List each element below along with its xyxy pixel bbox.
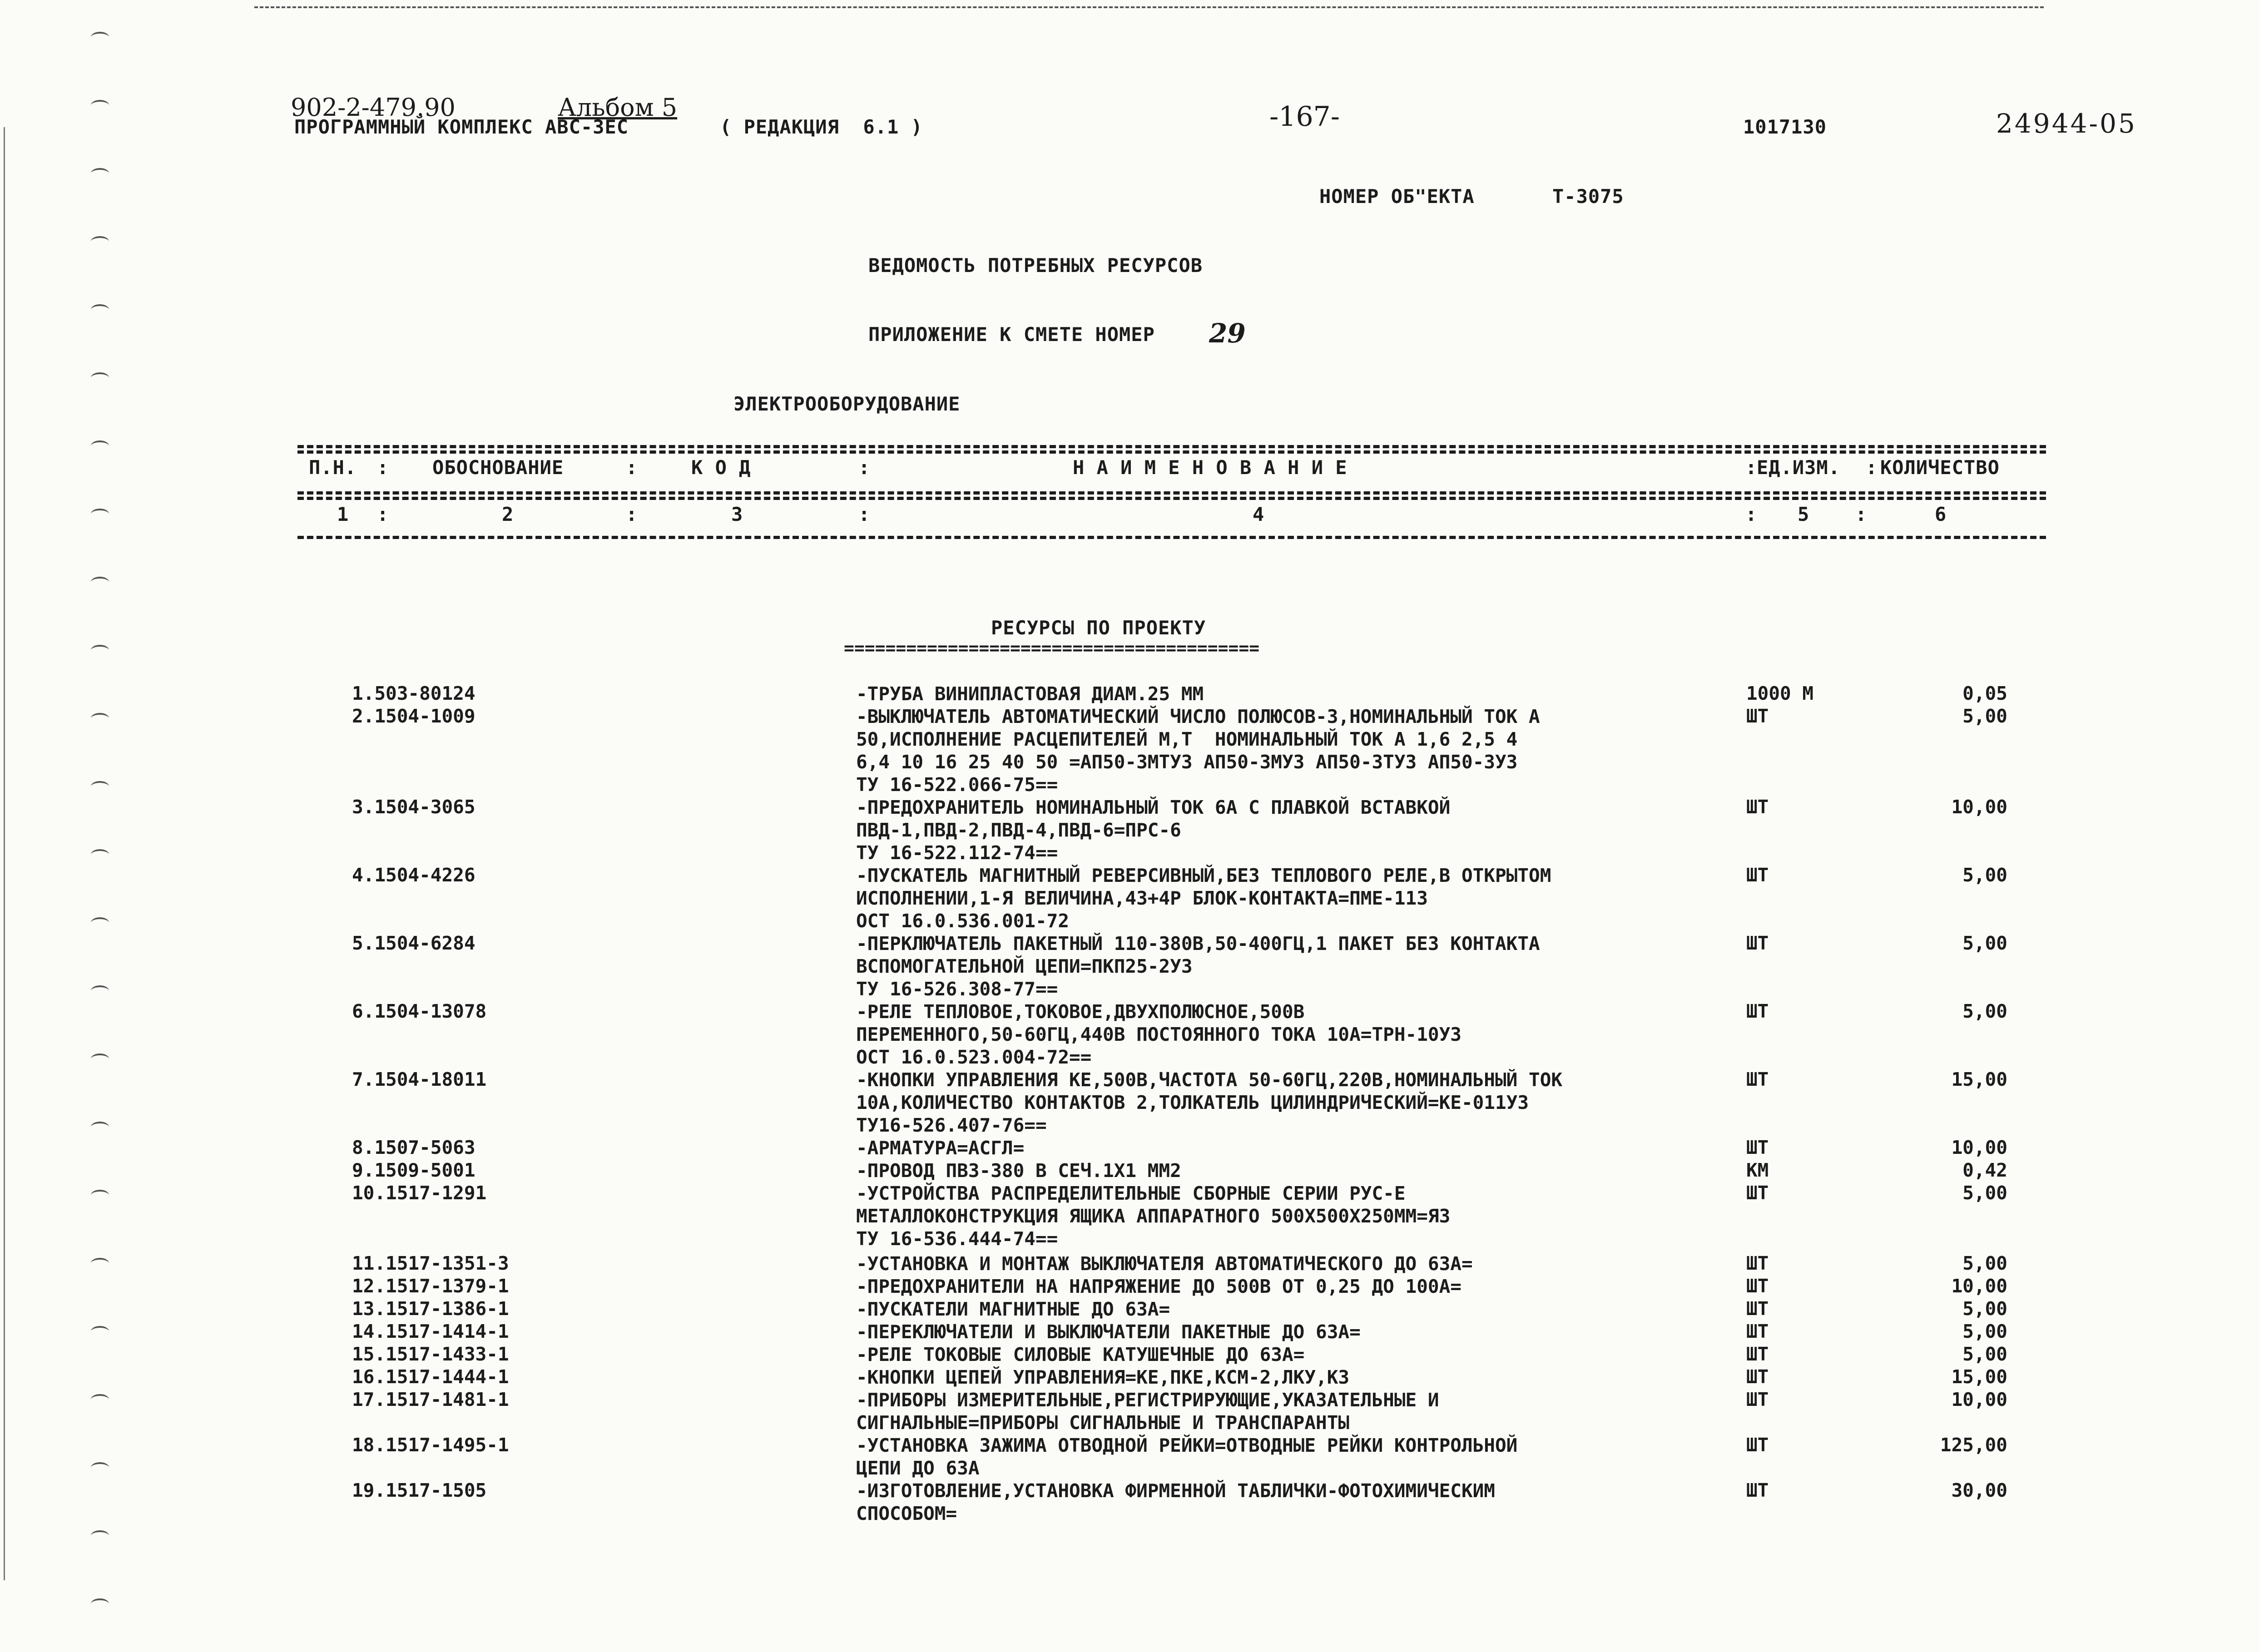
item-quantity: 10,00 xyxy=(1951,1275,2007,1297)
binding-tick xyxy=(91,100,109,111)
item-unit: ШТ xyxy=(1746,1000,1769,1022)
item-name: -ТРУБА ВИНИПЛАСТОВАЯ ДИАМ.25 ММ xyxy=(856,683,1204,705)
table-rule-mid xyxy=(297,491,2046,495)
col-number-5: 5 xyxy=(1798,503,1810,525)
item-unit: ШТ xyxy=(1746,1434,1769,1456)
appendix-number: 29 xyxy=(1209,318,1246,349)
item-name: -КНОПКИ УПРАВЛЕНИЯ КЕ,500В,ЧАСТОТА 50-60ГЦ,220В,НОМИНАЛЬНЫЙ ТОК 10А,КОЛИЧЕСТВО КОНТАКТОВ 2,ТОЛКАТЕЛЬ ЦИЛИНДРИЧЕСКИЙ=КЕ-011У3 ТУ16-526.407-76== xyxy=(856,1069,1563,1136)
program-label: ПРОГРАММНЫЙ КОМПЛЕКС АВС-3ЕС xyxy=(294,116,629,138)
album-label: Альбом 5 xyxy=(558,93,678,122)
item-number: 6.1504-13078 xyxy=(352,1000,487,1022)
item-unit: ШТ xyxy=(1746,1252,1769,1274)
appendix-label: ПРИЛОЖЕНИЕ К СМЕТЕ НОМЕР xyxy=(868,323,1155,346)
item-name: -РЕЛЕ ТЕПЛОВОЕ,ТОКОВОЕ,ДВУХПОЛЮСНОЕ,500В ПЕРЕМЕННОГО,50-60ГЦ,440В ПОСТОЯННОГО ТОКА 10А=ТРН-10У3 ОСТ 16.0.523.004-72== xyxy=(856,1001,1461,1068)
binding-tick xyxy=(91,236,109,247)
edition-label: ( РЕДАКЦИЯ 6.1 ) xyxy=(720,116,923,138)
item-unit: 1000 М xyxy=(1746,683,1814,704)
item-unit: ШТ xyxy=(1746,1389,1769,1410)
table-rule-top xyxy=(297,445,2046,448)
col-sep: : xyxy=(626,503,638,525)
item-quantity: 10,00 xyxy=(1951,1137,2007,1158)
item-number: 11.1517-1351-3 xyxy=(352,1252,509,1274)
col-sep: : xyxy=(1855,503,1868,525)
col-header-qty: КОЛИЧЕСТВО xyxy=(1880,456,2000,479)
item-name: -ВЫКЛЮЧАТЕЛЬ АВТОМАТИЧЕСКИЙ ЧИСЛО ПОЛЮСОВ-3,НОМИНАЛЬНЫЙ ТОК А 50,ИСПОЛНЕНИЕ РАСЦЕПИТЕЛЕЙ М,Т НОМИНАЛЬНЫЙ ТОК А 1,6 2,5 4 6,4 10 16 25 40 50 =АП50-3МТУ3 АП50-3МУ3 АП50-3ТУ3 АП50-3У3 ТУ 16-522.066-75== xyxy=(856,706,1540,796)
binding-tick xyxy=(91,1598,109,1609)
col-header-code: К О Д xyxy=(691,456,751,479)
item-quantity: 15,00 xyxy=(1951,1068,2007,1090)
item-unit: ШТ xyxy=(1746,705,1769,727)
item-unit: ШТ xyxy=(1746,1479,1769,1501)
item-quantity: 5,00 xyxy=(1962,864,2007,886)
col-sep: : xyxy=(377,503,389,525)
binding-tick xyxy=(91,168,109,179)
item-quantity: 30,00 xyxy=(1951,1479,2007,1501)
item-number: 14.1517-1414-1 xyxy=(352,1321,509,1342)
col-sep: : xyxy=(1745,503,1758,525)
binding-tick xyxy=(91,32,109,43)
item-unit: ШТ xyxy=(1746,1137,1769,1158)
item-name: -УСТРОЙСТВА РАСПРЕДЕЛИТЕЛЬНЫЕ СБОРНЫЕ СЕРИИ РУС-Е МЕТАЛЛОКОНСТРУКЦИЯ ЯЩИКА АППАРАТНОГО 500Х500Х250ММ=Я3 ТУ 16-536.444-74== xyxy=(856,1182,1451,1250)
item-name: -УСТАНОВКА ЗАЖИМА ОТВОДНОЙ РЕЙКИ=ОТВОДНЫЕ РЕЙКИ КОНТРОЛЬНОЙ ЦЕПИ ДО 63А xyxy=(856,1434,1518,1479)
item-number: 15.1517-1433-1 xyxy=(352,1343,509,1365)
item-quantity: 0,42 xyxy=(1962,1159,2007,1181)
binding-tick xyxy=(91,1530,109,1541)
scan-top-rule xyxy=(254,6,2044,8)
binding-tick xyxy=(91,1190,109,1201)
item-name: -РЕЛЕ ТОКОВЫЕ СИЛОВЫЕ КАТУШЕЧНЫЕ ДО 63А= xyxy=(856,1344,1305,1365)
item-quantity: 5,00 xyxy=(1962,1343,2007,1365)
binding-edge-line xyxy=(4,127,5,1580)
col-number-3: 3 xyxy=(731,503,743,525)
item-name: -ПЕРКЛЮЧАТЕЛЬ ПАКЕТНЫЙ 110-380В,50-400ГЦ,1 ПАКЕТ БЕЗ КОНТАКТА ВСПОМОГАТЕЛЬНОЙ ЦЕПИ=ПКП25-2У3 ТУ 16-526.308-77== xyxy=(856,933,1540,1000)
item-name: -ПРОВОД ПВЗ-380 В СЕЧ.1Х1 ММ2 xyxy=(856,1160,1181,1182)
item-unit: ШТ xyxy=(1746,1321,1769,1342)
binding-tick xyxy=(91,372,109,383)
doc-code: 1017130 xyxy=(1743,116,1827,138)
binding-tick xyxy=(91,781,109,792)
table-rule-mid-2 xyxy=(297,497,2046,500)
group-underline: ======================================== xyxy=(844,638,1260,658)
item-number: 12.1517-1379-1 xyxy=(352,1275,509,1297)
col-sep: : xyxy=(1745,456,1758,479)
item-unit: КМ xyxy=(1746,1159,1769,1181)
item-unit: ШТ xyxy=(1746,1182,1769,1204)
item-number: 2.1504-1009 xyxy=(352,705,476,727)
item-number: 19.1517-1505 xyxy=(352,1479,487,1501)
object-number: Т-3075 xyxy=(1552,185,1624,208)
binding-tick xyxy=(91,713,109,724)
item-name: -ПРЕДОХРАНИТЕЛЬ НОМИНАЛЬНЫЙ ТОК 6А С ПЛАВКОЙ ВСТАВКОЙ ПВД-1,ПВД-2,ПВД-4,ПВД-6=ПРС-6 ТУ 16-522.112-74== xyxy=(856,796,1451,864)
item-quantity: 15,00 xyxy=(1951,1366,2007,1388)
item-number: 4.1504-4226 xyxy=(352,864,476,886)
col-number-1: 1 xyxy=(337,503,349,525)
binding-tick xyxy=(91,1122,109,1133)
item-quantity: 10,00 xyxy=(1951,796,2007,818)
item-number: 5.1504-6284 xyxy=(352,932,476,954)
item-unit: ШТ xyxy=(1746,864,1769,886)
item-number: 7.1504-18011 xyxy=(352,1068,487,1090)
item-quantity: 10,00 xyxy=(1951,1389,2007,1410)
col-header-name: Н А И М Е Н О В А Н И Е xyxy=(1073,456,1347,479)
item-quantity: 5,00 xyxy=(1962,1000,2007,1022)
binding-tick xyxy=(91,849,109,860)
col-number-6: 6 xyxy=(1935,503,1947,525)
item-quantity: 5,00 xyxy=(1962,932,2007,954)
binding-tick xyxy=(91,1462,109,1473)
item-number: 16.1517-1444-1 xyxy=(352,1366,509,1388)
item-number: 3.1504-3065 xyxy=(352,796,476,818)
binding-tick xyxy=(91,917,109,928)
object-label: НОМЕР ОБ"ЕКТА xyxy=(1319,185,1475,208)
item-quantity: 5,00 xyxy=(1962,1182,2007,1204)
col-header-basis: ОБОСНОВАНИЕ xyxy=(432,456,564,479)
col-sep: : xyxy=(858,456,871,479)
item-quantity: 5,00 xyxy=(1962,1298,2007,1320)
item-number: 18.1517-1495-1 xyxy=(352,1434,509,1456)
binding-tick xyxy=(91,440,109,451)
binding-tick xyxy=(91,509,109,519)
item-unit: ШТ xyxy=(1746,1298,1769,1320)
item-quantity: 5,00 xyxy=(1962,1321,2007,1342)
sheet-id: 24944-05 xyxy=(1996,108,2137,139)
item-number: 8.1507-5063 xyxy=(352,1137,476,1158)
item-quantity: 125,00 xyxy=(1940,1434,2007,1456)
group-title: РЕСУРСЫ ПО ПРОЕКТУ xyxy=(991,617,1206,639)
item-quantity: 0,05 xyxy=(1962,683,2007,704)
binding-tick xyxy=(91,577,109,588)
col-header-unit: ЕД.ИЗМ. xyxy=(1757,456,1841,479)
item-name: -ПУСКАТЕЛЬ МАГНИТНЫЙ РЕВЕРСИВНЫЙ,БЕЗ ТЕПЛОВОГО РЕЛЕ,В ОТКРЫТОМ ИСПОЛНЕНИИ,1-Я ВЕЛИЧИНА,4З+4Р БЛОК-КОНТАКТА=ПМЕ-113 ОСТ 16.0.536.001-72 xyxy=(856,865,1551,932)
item-name: -ИЗГОТОВЛЕНИЕ,УСТАНОВКА ФИРМЕННОЙ ТАБЛИЧКИ-ФОТОХИМИЧЕСКИМ СПОСОБОМ= xyxy=(856,1480,1495,1524)
col-header-pn: П.Н. xyxy=(309,456,357,479)
item-unit: ШТ xyxy=(1746,1275,1769,1297)
item-quantity: 5,00 xyxy=(1962,705,2007,727)
binding-tick xyxy=(91,1394,109,1405)
binding-tick xyxy=(91,304,109,315)
doc-number: 902-2-479.90 xyxy=(291,93,456,122)
item-number: 17.1517-1481-1 xyxy=(352,1389,509,1410)
item-number: 13.1517-1386-1 xyxy=(352,1298,509,1320)
item-name: -АРМАТУРА=АСГЛ= xyxy=(856,1137,1025,1159)
binding-tick xyxy=(91,645,109,656)
item-unit: ШТ xyxy=(1746,1343,1769,1365)
table-rule-bottom xyxy=(297,536,2046,539)
binding-tick xyxy=(91,1054,109,1064)
item-name: -ПРИБОРЫ ИЗМЕРИТЕЛЬНЫЕ,РЕГИСТРИРУЮЩИЕ,УКАЗАТЕЛЬНЫЕ И СИГНАЛЬНЫЕ=ПРИБОРЫ СИГНАЛЬНЫЕ И ТРАНСПАРАНТЫ xyxy=(856,1389,1439,1434)
col-number-2: 2 xyxy=(502,503,514,525)
item-number: 9.1509-5001 xyxy=(352,1159,476,1181)
binding-tick xyxy=(91,985,109,996)
item-name: -ПУСКАТЕЛИ МАГНИТНЫЕ ДО 63А= xyxy=(856,1298,1170,1320)
item-number: 1.503-80124 xyxy=(352,683,476,704)
item-unit: ШТ xyxy=(1746,796,1769,818)
col-sep: : xyxy=(377,456,389,479)
col-sep: : xyxy=(858,503,871,525)
item-quantity: 5,00 xyxy=(1962,1252,2007,1274)
item-name: -КНОПКИ ЦЕПЕЙ УПРАВЛЕНИЯ=КЕ,ПКЕ,КСМ-2,ЛКУ,К3 xyxy=(856,1366,1350,1388)
binding-tick xyxy=(91,1258,109,1269)
item-number: 10.1517-1291 xyxy=(352,1182,487,1204)
page-number: -167- xyxy=(1269,101,1340,133)
item-unit: ШТ xyxy=(1746,1366,1769,1388)
section-title: ЭЛЕКТРООБОРУДОВАНИЕ xyxy=(733,393,961,415)
col-sep: : xyxy=(1866,456,1878,479)
table-rule-top-2 xyxy=(297,450,2046,454)
item-unit: ШТ xyxy=(1746,1068,1769,1090)
item-unit: ШТ xyxy=(1746,932,1769,954)
item-name: -ПРЕДОХРАНИТЕЛИ НА НАПРЯЖЕНИЕ ДО 500В ОТ 0,25 ДО 100А= xyxy=(856,1276,1461,1297)
col-sep: : xyxy=(626,456,638,479)
binding-tick xyxy=(91,1326,109,1337)
col-number-4: 4 xyxy=(1253,503,1265,525)
page-title: ВЕДОМОСТЬ ПОТРЕБНЫХ РЕСУРСОВ xyxy=(868,254,1203,277)
item-name: -УСТАНОВКА И МОНТАЖ ВЫКЛЮЧАТЕЛЯ АВТОМАТИЧЕСКОГО ДО 63А= xyxy=(856,1253,1473,1275)
item-name: -ПЕРЕКЛЮЧАТЕЛИ И ВЫКЛЮЧАТЕЛИ ПАКЕТНЫЕ ДО 63А= xyxy=(856,1321,1361,1343)
